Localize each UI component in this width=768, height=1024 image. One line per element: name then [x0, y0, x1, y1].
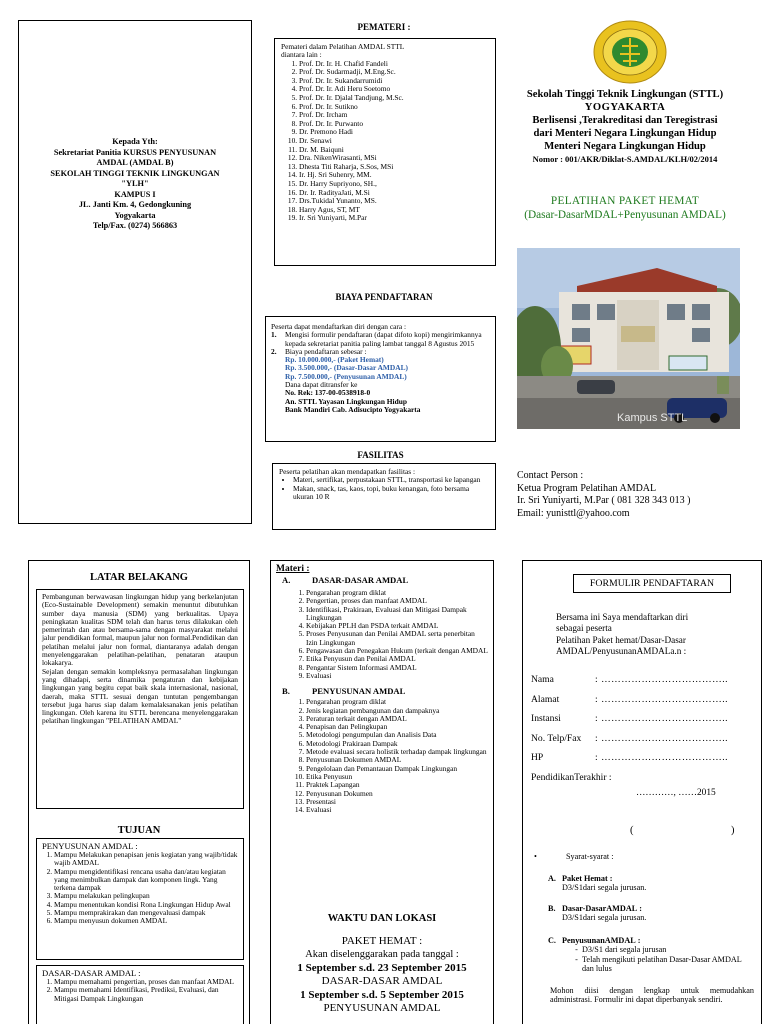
form-signature-close: ) [731, 825, 735, 836]
materi-item: 8. Penyusunan Dokumen AMDAL [306, 756, 488, 764]
waktu-dasar: DASAR-DASAR AMDAL [321, 975, 443, 987]
institution-name: Sekolah Tinggi Teknik Lingkungan (STTL) [526, 89, 724, 100]
latar-box [36, 589, 244, 809]
address-panel [18, 20, 252, 524]
form-field-value[interactable]: : ……………………………….. [595, 674, 728, 685]
form-field-row[interactable] [531, 674, 757, 694]
materi-item: 11. Praktek Lapangan [306, 781, 488, 789]
form-mohon: Mohon diisi dengan lengkap untuk memudahkan administrasi. Formulir ini dapat diperbanyak sendiri. [550, 985, 754, 1004]
syarat-b-title: Dasar-DasarAMDAL [562, 903, 638, 913]
latar-heading: LATAR BELAKANG [90, 572, 188, 583]
pemateri-heading: PEMATERI : [357, 22, 411, 32]
contact-line: Ketua Program Pelatihan AMDAL [517, 482, 657, 494]
biaya-step-text: Biaya pendaftaran sebesar : [285, 346, 367, 356]
syarat-colon: : [635, 935, 641, 945]
biaya-fees [271, 356, 490, 381]
biaya-heading: BIAYA PENDAFTARAN [335, 292, 433, 302]
materi-item: 2. Pengertian, proses dan manfaat AMDAL [306, 597, 488, 605]
materi-item: 1. Pengarahan program diklat [306, 589, 488, 597]
materi-item: 14. Evaluasi [306, 806, 488, 814]
pemateri-item: 2. Prof. Dr. Sudarmadji, M.Eng.Sc. [299, 68, 489, 77]
materi-item: 5. Metodologi pengumpulan dan Analisis Data [306, 731, 488, 739]
waktu-block [270, 912, 494, 1015]
pemateri-item: 16. Dr. Ir. RadityaJati, M.Si [299, 189, 489, 198]
materi-item: 10. Etika Penyusun [306, 773, 488, 781]
syarat-a-text: D3/S1dari segala jurusan. [562, 883, 647, 892]
materi-item: 1. Pengarahan program diklat [306, 698, 488, 706]
materi-item: 9. Pengelolaan dan Pemantauan Dampak Lingkungan [306, 765, 488, 773]
pemateri-item: 19. Ir. Sri Yuniyarti, M.Par [299, 214, 489, 223]
biaya-step1 [271, 331, 490, 348]
syarat-heading: Syarat-syarat : [566, 852, 614, 861]
waktu-paket: PAKET HEMAT : [341, 935, 423, 947]
form-intro-line: AMDAL/PenyusunanAMDALa.n : [556, 645, 687, 656]
form-field-value[interactable]: : ……………………………….. [595, 693, 728, 705]
biaya-box [265, 316, 496, 442]
dasar-list [42, 978, 238, 1003]
pemateri-item: 12. Dra. NikenWirasanti, MSi [299, 154, 489, 163]
pemateri-list [281, 60, 489, 223]
latar-paragraph: Sejalan dengan semakin kompleksnya permasalahan lingkungan yang dihadapi, serta dinamika pengaturan dan kebijakan lingkungan yang begitu cepat baik skala internasional, nasional, daerah, maka STTL sesuai dengan tuntutan pengembangan tersebut juga harus siap dalam kemalaksanakan jenis pelatihan lingkungan. Oleh karena itu STTL berencana menyelenggarakan pelatihan lingkungan "PELATIHAN AMDAL" [42, 666, 238, 726]
fasilitas-item: • Materi, sertifikat, perpustakaan STTL, transportasi ke lapangan [293, 476, 489, 484]
dasar-item: 2. Mampu memahami Identifikasi, Prediksi, Evaluasi, dan Mitigasi Dampak Lingkungan [54, 986, 238, 1003]
biaya-transfer: Dana dapat ditransfer ke [285, 380, 358, 390]
address-line: AMDAL (AMDAL B) [96, 158, 174, 167]
tujuan-item: 5. Mampu memprakirakan dan mengevaluasi dampak [54, 909, 238, 917]
materi-heading: Materi : [276, 564, 310, 574]
syarat-heading-row [534, 852, 754, 862]
waktu-heading: WAKTU DAN LOKASI [327, 913, 437, 924]
pemateri-item: 18. Harry Agus, ST, MT [299, 206, 489, 215]
syarat-c-item: - D3/S1 dari segala jurusan [582, 945, 754, 955]
address-line: Sekretariat Panitia KURSUS PENYUSUNAN [53, 147, 217, 157]
form-heading: FORMULIR PENDAFTARAN [573, 574, 731, 593]
fasilitas-list [279, 476, 489, 501]
form-intro-line: Bersama ini Saya mendaftarkan diri [556, 612, 689, 622]
materi-item: 3. Peraturan terkait dengan AMDAL [306, 715, 488, 723]
pemateri-item: 17. Drs.Tukidal Yunanto, MS. [299, 197, 489, 206]
biaya-intro: Peserta dapat mendaftarkan diri dengan cara : [271, 322, 407, 331]
fee-line: Rp. 10.000.000,- (Paket Hemat) [285, 355, 384, 365]
program-block [497, 194, 753, 222]
form-field-row[interactable] [531, 752, 757, 772]
materi-a-label: A. [282, 575, 291, 585]
syarat-c-label: C. [548, 935, 556, 945]
waktu-date: 1 September s.d. 5 September 2015 [300, 989, 464, 1001]
sttl-logo [592, 20, 668, 84]
materi-item: 3. Identifikasi, Prakiraan, Evaluasi dan Mitigasi Dampak Lingkungan [306, 606, 488, 623]
form-fields [531, 674, 757, 790]
pemateri-item: 6. Prof. Dr. Ir. Sutikno [299, 103, 489, 112]
materi-item: 4. Penapisan dan Pelingkupan [306, 723, 488, 731]
form-date-line[interactable]: …………, ……2015 [636, 788, 716, 798]
materi-b-title: PENYUSUNAN AMDAL [312, 686, 406, 697]
materi-item: 5. Proses Penyusunan dan Penilai AMDAL serta penerbitan Izin Lingkungan [306, 630, 488, 647]
institution-block [505, 88, 745, 166]
pemateri-item: 3. Prof. Dr. Ir. Sukandarrumidi [299, 77, 489, 86]
materi-item: 7. Etika Penyusun dan Penilai AMDAL [306, 655, 488, 663]
contact-block [517, 470, 757, 520]
fasilitas-item: • Makan, snack, tas, kaos, topi, buku kenangan, foto bersama ukuran 10 R [293, 485, 489, 502]
address-line: Yogyakarta [114, 210, 156, 220]
pemateri-item: 14. Ir. Hj. Sri Suhenry, MM. [299, 171, 489, 180]
form-field-row[interactable] [531, 694, 757, 714]
materi-item: 6. Pengawasan dan Penegakan Hukum (terkait dengan AMDAL [306, 647, 488, 655]
materi-section-a [276, 575, 488, 585]
tujuan-box [36, 838, 244, 960]
syarat-a [534, 874, 754, 884]
fasilitas-intro: Peserta pelatihan akan mendapatkan fasilitas : [279, 467, 416, 476]
biaya-bank: Bank Mandiri Cab. Adisucipto Yogyakarta [285, 404, 421, 414]
tujuan-item: 1. Mampu Melakukan penapisan jenis kegiatan yang wajib/tidak wajib AMDAL [54, 851, 238, 868]
pemateri-item: 7. Prof. Dr. Ircham [299, 111, 489, 120]
fee-line: Rp. 7.500.000,- (Penyusunan AMDAL) [285, 371, 407, 381]
materi-item: 2. Jenis kegiatan pembangunan dan dampaknya [306, 707, 488, 715]
pemateri-item: 8. Prof. Dr. Ir. Purwanto [299, 120, 489, 129]
address-line: JL. Janti Km. 4, Gedongkuning [78, 200, 192, 209]
materi-a-list [276, 589, 488, 680]
institution-accreditation: Menteri Negara Lingkungan Hidup [544, 141, 706, 152]
campus-photo-caption: Kampus STTL [617, 412, 688, 424]
syarat-a-title: Paket Hemat [562, 873, 608, 883]
biaya-step-num: 2. [271, 346, 277, 356]
pemateri-item: 11. Dr. M. Baiquni [299, 146, 489, 155]
materi-item: 9. Evaluasi [306, 672, 488, 680]
materi-b-list [276, 698, 488, 814]
form-field-row[interactable] [531, 713, 757, 733]
materi-section-b [276, 686, 488, 696]
address-line: "YLH" [121, 179, 149, 188]
tujuan-item: 4. Mampu menentukan kondisi Rona Lingkungan Hidup Awal [54, 901, 238, 909]
pemateri-item: 9. Dr. Premono Hadi [299, 128, 489, 137]
materi-item: 13. Presentasi [306, 798, 488, 806]
form-field-label: Nama [531, 674, 554, 685]
contact-line: Ir. Sri Yuniyarti, M.Par ( 081 328 343 013 ) [517, 495, 691, 506]
biaya-step-text: Mengisi formulir pendaftaran (dapat difoto kopi) mengirimkannya kepada sekretariat panitia paling lambat tanggal 8 Agustus 2015 [285, 330, 482, 348]
address-line: SEKOLAH TINGGI TEKNIK LINGKUNGAN [50, 168, 220, 178]
tujuan-item: 2. Mampu mengidentifikasi rencana usaha dan/atau kegiatan yang menimbulkan dampak dan komponen lingk. Yang terkena dampak [54, 868, 238, 893]
form-intro [556, 612, 756, 657]
form-field-value[interactable]: : ……………………………….. [595, 732, 728, 744]
syarat-a-label: A. [548, 873, 556, 883]
pemateri-item: 13. Dhesta Titi Raharja, S.Sos, MSi [299, 163, 489, 172]
address-line: KAMPUS I [114, 189, 156, 199]
materi-item: 7. Metode evaluasi secara holistik terhadap dampak lingkungan [306, 748, 488, 756]
fasilitas-box [272, 463, 496, 530]
form-field-value[interactable]: : ……………………………….. [595, 713, 728, 724]
waktu-akan: Akan diselenggarakan pada tanggal : [305, 949, 459, 960]
materi-item: 6. Metodologi Prakiraan Dampak [306, 740, 488, 748]
form-field-row[interactable] [531, 733, 757, 753]
syarat-c [534, 936, 754, 946]
form-intro-line: sebagai peserta [556, 623, 612, 634]
waktu-date: 1 September s.d. 23 September 2015 [297, 962, 467, 974]
campus-photo [517, 248, 740, 429]
tujuan-list [42, 851, 238, 926]
fasilitas-heading: FASILITAS [357, 450, 404, 460]
materi-a-title: DASAR-DASAR AMDAL [312, 575, 409, 585]
biaya-rek: No. Rek: 137-00-0538918-0 [285, 388, 371, 398]
institution-city: YOGYAKARTA [584, 102, 666, 113]
pemateri-item: 5. Prof. Dr. Ir. Djalal Tandjung, M.Sc. [299, 94, 489, 103]
latar-paragraph: Pembangunan berwawasan lingkungan hidup yang berkelanjutan (Eco-Sustainable Development) semakin menuntut dibutuhkan sumber daya manusia (SDM) yang berkualitas. Upaya peningkatan kualitas SDM telah dan harus terus dilakukan oleh pemerintah dan atau bersama-sama dengan masyarakat melalui jalur pendidikan formal, maupun jalur non formal.Pendidikan dan pelatihan melalui jalur non formal, diantaranya adalah dengan menyelenggarakan pelatihan-pelatihan, penataran ataupun lokakarya. [42, 592, 238, 668]
form-pendidikan[interactable]: PendidikanTerakhir : [531, 771, 612, 783]
biaya-an: An. STTL Yayasan Lingkungan Hidup [285, 396, 407, 406]
form-field-label: Instansi [531, 713, 561, 724]
tujuan-sub: PENYUSUNAN AMDAL : [42, 841, 138, 851]
institution-nomor: Nomor : 001/AKR/Diklat-S.AMDAL/KLH/02/2014 [532, 154, 718, 164]
materi-item: 4. Kebijakan PPLH dan PSDA terkait AMDAL [306, 622, 488, 630]
form-field-value[interactable]: : ……………………………….. [595, 752, 728, 763]
pemateri-intro: diantara lain : [281, 50, 322, 60]
tujuan-item: 3. Mampu melakukan pelingkupan [54, 892, 238, 900]
pemateri-box [274, 38, 496, 266]
pemateri-item: 10. Dr. Senawi [299, 137, 489, 146]
syarat-c-title: PenyusunanAMDAL [562, 935, 636, 945]
syarat-b [534, 904, 754, 914]
form-field-label: Alamat [531, 693, 560, 705]
address-line: Telp/Fax. (0274) 566863 [92, 221, 178, 230]
syarat-colon: : [637, 903, 642, 913]
form-signature-open: ( [630, 825, 634, 836]
dasar-box [36, 965, 244, 1024]
program-subtitle: (Dasar-DasarMDAL+Penyusunan AMDAL) [524, 209, 726, 221]
syarat-b-label: B. [548, 903, 556, 913]
dasar-sub: DASAR-DASAR AMDAL : [42, 968, 141, 978]
dasar-item: 1. Mampu memahami pengertian, proses dan manfaat AMDAL [54, 978, 238, 986]
biaya-step-num: 1. [271, 330, 277, 340]
program-title: PELATIHAN PAKET HEMAT [550, 195, 700, 207]
materi-item: 8. Pengantar Sistem Informasi AMDAL [306, 664, 488, 672]
syarat-colon: : [607, 873, 613, 883]
institution-accreditation: dari Menteri Negara Lingkungan Hidup [533, 128, 717, 139]
form-field-label: No. Telp/Fax [531, 732, 582, 744]
pemateri-item: 1. Prof. Dr. Ir. H. Chafid Fandeli [299, 60, 489, 69]
contact-line: Contact Person : [517, 470, 584, 481]
syarat-b-text: D3/S1dari segala jurusan. [562, 913, 647, 922]
pemateri-item: 4. Prof. Dr. Ir. Adi Heru Soetomo [299, 85, 489, 94]
contact-line: Email: yunisttl@yahoo.com [517, 507, 630, 519]
fee-line: Rp. 3.500.000,- (Dasar-Dasar AMDAL) [285, 363, 408, 373]
form-syarat [534, 852, 754, 1005]
waktu-penyusunan: PENYUSUNAN AMDAL [323, 1002, 441, 1014]
institution-accreditation: Berlisensi ,Terakreditasi dan Teregistrasi [532, 115, 718, 126]
syarat-c-item: - Telah mengikuti pelatihan Dasar-Dasar AMDAL dan lulus [582, 955, 754, 974]
bullet-icon: • [534, 852, 537, 861]
form-field-label: HP [531, 752, 544, 763]
tujuan-heading: TUJUAN [117, 825, 161, 836]
tujuan-item: 6. Mampu menyusun dokumen AMDAL [54, 917, 238, 925]
materi-item: 12. Penyusunan Dokumen [306, 790, 488, 798]
pemateri-intro: Pemateri dalam Pelatihan AMDAL STTL [281, 42, 405, 51]
syarat-c-list [534, 945, 754, 974]
pemateri-item: 15. Dr. Harry Supriyono, SH., [299, 180, 489, 189]
materi-b-label: B. [282, 686, 290, 697]
form-intro-line: Pelatihan Paket hemat/Dasar-Dasar [556, 634, 686, 645]
address-kepada: Kepada Yth: [112, 137, 158, 146]
